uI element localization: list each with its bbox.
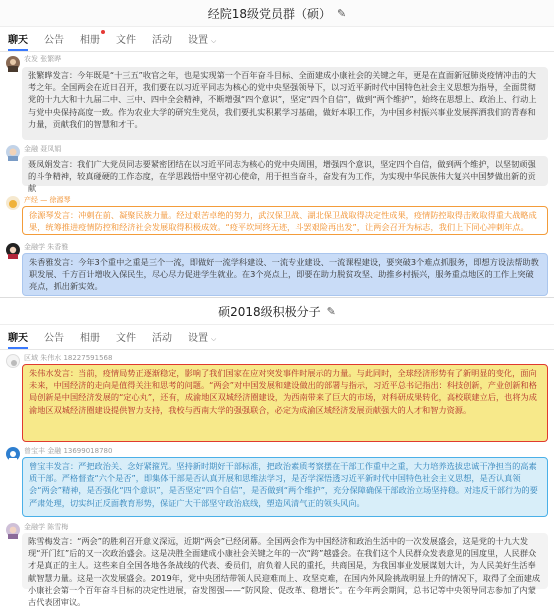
message-bubble: 陈雪梅发言：“两会”的胜利召开意义深远，近期“两会”已经闭幕。全国两会作为中国经济和政治生活中的一次发展盛会，这是党的十九大发现“开门红”后的又一次政治盛会。这是决胜全面建成小康社会关键之年的一次“跨”越盛会。在我们这个人民群众发表意见的国度里，人民群众才是真正的主人。这些来自全国各地各条战线的代表、委员们，肩负着人民的重托，共商国是，为我国事业发展谋划大计，为人民美好生活奉献智慧力量。这是一次发展盛会。2019年，党中央团结带领人民迎难而上、攻坚克难，在国内外风险挑战明显上升的情况下，取得了全面建成小康社会第一个百年奋斗目标的决定性进展，奋发图强——“防风险、促改革、稳增长”。在今年两会期间，总书记等中央领导同志参加了内蒙古代表团审议。	[22, 533, 548, 589]
message-bubble: 聂凤娟发言：我们广大党员同志要紧密团结在以习近平同志为核心的党中央周围，增强四个意识，坚定四个自信，做到两个维护，以坚韧顽强的斗争精神，较真碰硬的工作态度，在学思践悟中坚守初心使命，用于担当奋斗，奋发有为工作，为实现中华民族伟大复兴中国梦做出新的贡献	[22, 156, 548, 186]
tab-bar	[0, 325, 554, 350]
avatar[interactable]	[6, 354, 20, 368]
avatar-image-icon	[6, 57, 20, 71]
tab-announcement[interactable]: 公告	[44, 333, 64, 344]
avatar[interactable]	[6, 523, 20, 537]
window-title-bar	[0, 298, 554, 325]
tab-album-label: 相册	[80, 35, 100, 46]
edit-pencil-icon[interactable]: ✎	[326, 304, 336, 318]
avatar-image-icon	[6, 524, 20, 538]
tab-settings-label: 设置	[188, 333, 208, 344]
avatar[interactable]	[6, 447, 20, 461]
sender-name: 农发 张繁晔	[24, 55, 62, 63]
tab-settings[interactable]	[188, 329, 216, 349]
avatar[interactable]	[6, 243, 20, 257]
tab-activity[interactable]: 活动	[152, 333, 172, 344]
sender-name: 金融 聂凤娟	[24, 145, 62, 153]
avatar[interactable]	[6, 56, 20, 70]
avatar-image-icon	[6, 146, 20, 160]
tab-chat[interactable]: 聊天	[8, 31, 28, 51]
chevron-down-icon: ⌵	[211, 335, 217, 343]
tab-files[interactable]: 文件	[116, 35, 136, 46]
window-title-bar	[0, 0, 554, 27]
avatar-image-icon	[6, 244, 20, 258]
chat-window-group1	[0, 0, 554, 297]
avatar-image-icon	[6, 448, 20, 462]
tab-files[interactable]: 文件	[116, 333, 136, 344]
sender-name: 金融学 朱香雅	[24, 243, 69, 251]
edit-pencil-icon[interactable]: ✎	[337, 6, 347, 20]
sender-name: 产经 — 徐源琴	[24, 196, 71, 204]
tab-announcement[interactable]: 公告	[44, 35, 64, 46]
sender-name: 曾宝丰 金融 13699018780	[24, 447, 113, 455]
tab-bar	[0, 27, 554, 52]
message-bubble: 徐源琴发言：冲刺在前、凝聚民族力量。经过艰苦卓绝的努力，武汉保卫战、湖北保卫战取得决定性成果，疫情防控取得击败取得重大战略成果，统筹推进疫情防控和经济社会发展取得积极成效。“疫平坎坷终无迹，斗罢艰险再出发”，让两会召开为标志，我们上下同心冲刺年点。	[22, 206, 548, 235]
unread-dot-icon	[101, 30, 105, 34]
tab-settings-label: 设置	[188, 35, 208, 46]
avatar-image-icon	[7, 356, 21, 370]
avatar[interactable]	[6, 145, 20, 159]
tab-chat[interactable]: 聊天	[8, 329, 28, 349]
chat-window-group2	[0, 298, 554, 608]
message-bubble: 曾宝丰发言：严把政治关、念好紧箍咒。坚持新时期好干部标准，把政治素质考察摆在干部工作重中之重，大力培养选拔忠诚干净担当的高素质干部。严格督查“六个是否”，即集体干部是否认真开展和思维法学习，是否学深悟透习近平新时代中国特色社会主义思想，是否认真领会“两会”精神，是否强化“四个意识”，是否坚定“四个自信”，是否做到“两个维护”，充分保障确保干部政治立场坚持稳。对违反干部行为的要严肃处理，切实纠正反面教育形势，保证广大干部坚守政治底线，塑造风清气正的领头风向。	[22, 457, 548, 517]
avatar-image-icon	[6, 197, 20, 211]
sender-name: 金融学 陈雪梅	[24, 523, 69, 531]
tab-activity[interactable]: 活动	[152, 35, 172, 46]
tab-settings[interactable]	[188, 31, 216, 51]
chevron-down-icon: ⌵	[211, 37, 217, 45]
message-bubble: 张繁晔发言：今年既是“十三五”收官之年，也是实现第一个百年奋斗目标、全面建成小康社会的关键之年，更是在直面新冠肺炎疫情冲击的大考之年。全国两会在近日召开，我们要在以习近平同志为核心的党中央坚强领导下，以习近平新时代中国特色社会主义思想为指导，全面贯彻党的十九大和十九届二中、三中、四中全会精神，不断增强“四个意识”，坚定“四个自信”，做到“两个维护”，始终在思想上、政治上、行动上与党中央保持高度一致。作为农业大学的研究生党员，我们要扎实积累学习基础，做好本职工作，为中国乡村振兴事业发展挥洒我们的青春和力量，贡献我们的智慧和才干。	[22, 67, 548, 140]
group-title: 硕2018级积极分子	[218, 304, 321, 319]
message-bubble: 朱香雅发言：今年3个重中之重是三个一流，即做好一流学科建设、一流专业建设、一流课程建设，要突破3个难点抓服务，即想方设法帮助教职发展、千方百计增收入保民生，尽心尽力促进学生就业。在3个亮点上，即要在助力脱贫攻坚、助推乡村振兴，服务重点地区的工作上突破亮点，抓出新实效。	[22, 253, 548, 296]
avatar[interactable]	[6, 196, 20, 210]
sender-name: 区域 朱伟水 18227591568	[24, 354, 113, 362]
tab-album[interactable]	[80, 31, 100, 51]
message-bubble: 朱伟水发言：当前，疫情局势正逐渐稳定，影响了我们国家在应对突发事件时展示的力量。与此同时，全球经济形势有了新明显的变化，面向未来，中国经济的走向是值得关注和思考的问题。“两会”对中国发展和建设做出的部署与指示，习近平总书记指出：科技创新，产业创新和格局创新是中国经济发展的“定心丸”，还有，成渝地区双城经济圈建设，为西南带来了巨大的市场，对科研成果转化，高校联建立后，也将为成渝地区双城经济圈建设提供智力支持，我校与西南大学的强强联合，必定为成渝区域经济发展贡献强大的人才和智力资源。	[22, 364, 548, 442]
tab-album[interactable]: 相册	[80, 333, 100, 344]
group-title: 经院18级党员群（硕）	[207, 6, 332, 21]
